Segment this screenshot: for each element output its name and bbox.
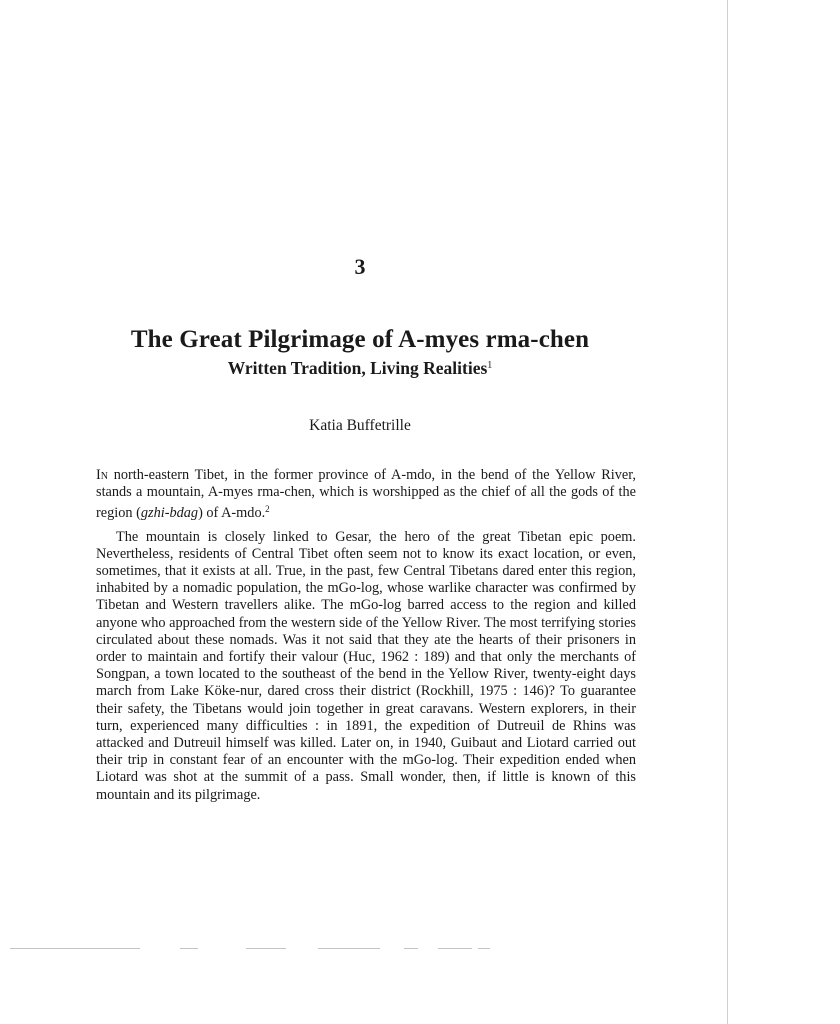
- footnote-marker-1: 1: [487, 360, 493, 371]
- paragraph-1-term: gzhi-bdag: [140, 505, 199, 522]
- scan-artifact-line: [318, 948, 380, 949]
- scan-artifact-line: [438, 948, 472, 949]
- body-text: [96, 467, 636, 804]
- chapter-subtitle-text: Written Tradition, Living Realities: [227, 358, 488, 378]
- author-name: Katia Buffetrille: [309, 417, 411, 434]
- scan-artifact-line: [246, 948, 286, 949]
- paragraph-2: The mountain is closely linked to Gesar, the hero of the great Tibetan epic poem. Nevertheless, residents of Central Tibet often seem not to know its exact location, or even, sometimes, that it exists at all. True, in the past, few Central Tibetans dared enter this region, inhabited by a nomadic population, the mGo-log, whose warlike character was confirmed by Tibetan and Western travellers alike. The mGo-log barred access to the region and killed anyone who approached from the western side of the Yellow River. The most terrifying stories circulated about these nomads. Was it not said that they ate the hearts of their prisoners in order to maintain and fortify their valour (Huc, 1962 : 189) and that only the merchants of Songpan, a town located to the southeast of the bend in the Yellow River, twenty-eight days march from Lake Köke-nur, dared cross their district (Rockhill, 1975 : 146)? To guarantee their safety, the Tibetans would join together in great caravans. Western explorers, in their turn, experienced many difficulties : in 1891, the expedition of Dutreuil de Rhins was attacked and Dutreuil himself was killed. Later on, in 1940, Guibaut and Liotard carried out their trip in constant fear of an encounter with the mGo-log. Their expedition ended when Liotard was shot at the summit of a pass. Small wonder, then, if little is known of this mountain and its pilgrimage.: [96, 528, 636, 803]
- scan-artifact-line: [10, 948, 140, 949]
- footnote-marker-2: 2: [265, 504, 270, 515]
- scan-artifact-line: [404, 948, 418, 949]
- paragraph-1-text-b: ) of A-mdo.: [198, 505, 266, 522]
- paragraph-1-lead: In: [96, 467, 108, 483]
- paragraph-1-text-a: north-eastern Tibet, in the former province of A-mdo, in the bend of the Yellow River, stands a mountain, A-myes rma-chen, which is worshipped as the chief of all the gods of the region (: [96, 467, 636, 522]
- chapter-title: The Great Pilgrimage of A-myes rma-chen: [130, 326, 590, 353]
- scan-artifact-line: [478, 948, 490, 949]
- scan-artifact-line: [180, 948, 198, 949]
- chapter-subtitle: [0, 358, 720, 379]
- paragraph-1: [96, 467, 636, 523]
- page-edge-line: [727, 0, 728, 1024]
- chapter-number: 3: [354, 254, 366, 279]
